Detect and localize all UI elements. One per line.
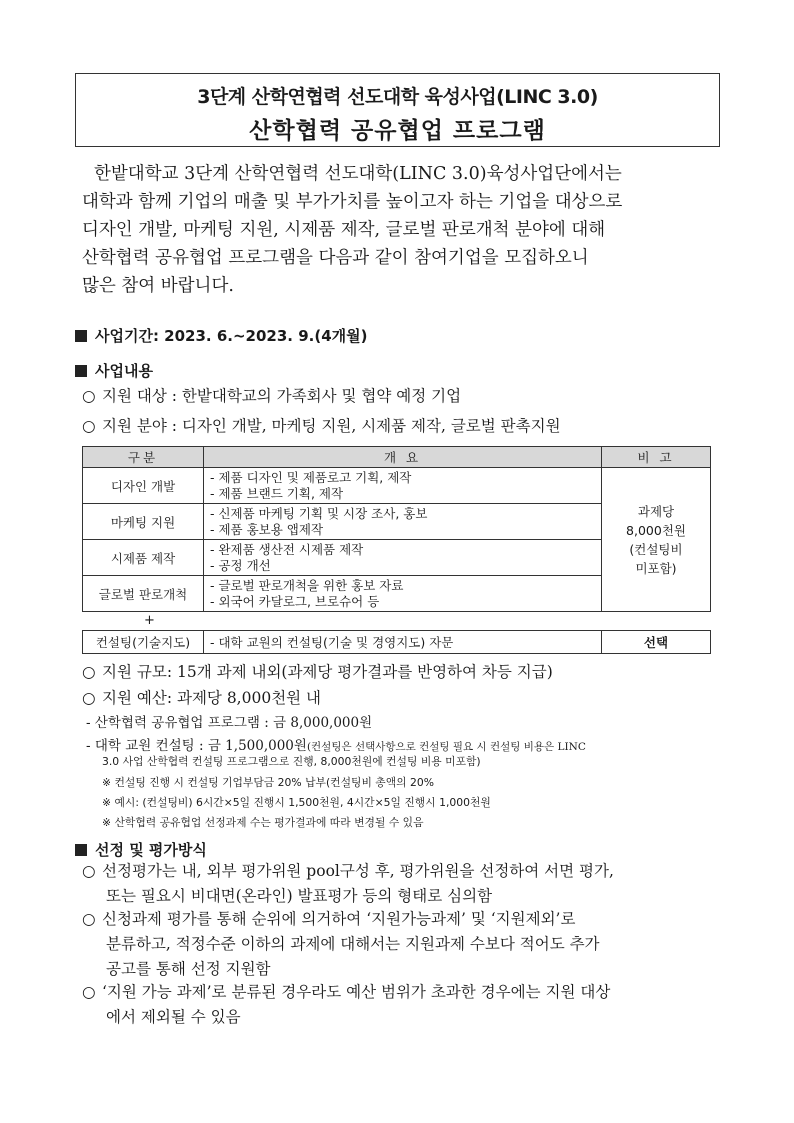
note-line: ※ 컨설팅 진행 시 컨설팅 기업부담금 20% 납부(컨설팅비 총액의 20% [102,776,435,789]
evaluation-item [82,859,722,909]
evaluation-text: 분류하고, 적정수준 이하의 과제에 대해서는 지원과제 수보다 적어도 추가 [106,935,600,953]
circle-bullet-icon: ○ [82,663,96,681]
table-header: 개 요 [204,447,602,468]
table-row [83,468,711,504]
square-bullet-icon [75,844,87,856]
square-bullet-icon [75,330,87,342]
note-line: (컨설팅비 [629,541,683,557]
program-table [82,446,711,612]
row-item: - 신제품 마케팅 기획 및 시장 조사, 홍보 [210,505,428,521]
row-category: 디자인 개발 [83,468,204,504]
title-line1: 3단계 산학연협력 선도대학 육성사업(LINC 3.0) [197,86,598,108]
support-target [82,384,461,406]
support-scale-text: 지원 규모: 15개 과제 내외(과제당 평가결과를 반영하여 차등 지급) [102,663,553,681]
note-line: 8,000천원 [626,522,686,538]
circle-bullet-icon: ○ [82,417,96,435]
consult-amount-cont: 3.0 사업 산학협력 컨설팅 프로그램으로 진행, 8,000천원에 컨설팅 비용 미포함) [102,755,481,768]
evaluation-text: 신청과제 평가를 통해 순위에 의거하여 ‘지원가능과제’ 및 ‘지원제외’로 [102,910,576,928]
evaluation-text: 또는 필요시 비대면(온라인) 발표평가 등의 형태로 심의함 [106,887,493,905]
support-budget-text: 지원 예산: 과제당 8,000천원 내 [102,689,322,707]
square-bullet-icon [75,365,87,377]
consult-description: - 대학 교원의 컨설팅(기술 및 경영지도) 자문 [204,631,602,654]
evaluation-item [82,907,722,982]
consult-amount-paren: (컨설팅은 선택사항으로 컨설팅 필요 시 컨설팅 비용은 LINC [306,741,586,753]
row-category: 마케팅 지원 [83,504,204,540]
consult-category: 컨설팅(기술지도) [83,631,204,654]
evaluation-text: 선정평가는 내, 외부 평가위원 pool구성 후, 평가위원을 선정하여 서면 평가, [102,862,614,880]
title-line2: 산학협력 공유협업 프로그램 [249,118,546,144]
row-item: - 공정 개선 [210,557,271,573]
program-amount: - 산학협력 공유협업 프로그램 : 금 8,000,000원 [86,715,373,731]
consult-amount [86,734,586,754]
section-evaluation [75,839,207,860]
note-line: ※ 예시: (컨설팅비) 6시간×5일 진행시 1,500천원, 4시간×5일 진행시 1,000천원 [102,796,491,809]
row-item: - 완제품 생산전 시제품 제작 [210,541,364,557]
note-line: ※ 산학협력 공유협업 선정과제 수는 평가결과에 따라 변경될 수 있음 [102,816,424,829]
circle-bullet-icon: ○ [82,910,96,928]
section-period [75,325,368,346]
note-line: 미포함) [635,560,677,576]
intro-line: 디자인 개발, 마케팅 지원, 시제품 제작, 글로벌 판로개척 분야에 대해 [82,220,606,240]
consult-amount-main: - 대학 교원 컨설팅 : 금 1,500,000원 [86,738,307,754]
row-description [204,540,602,576]
title-box [75,73,720,147]
note-line: 과제당 [637,503,675,519]
support-field [82,414,561,436]
row-description [204,504,602,540]
period-label: 사업기간: 2023. 6.~2023. 9.(4개월) [95,327,368,345]
plus-sign: + [144,613,155,628]
row-item: - 외국어 카달로그, 브로슈어 등 [210,593,380,609]
table-header: 비 고 [602,447,711,468]
consulting-table [82,630,711,654]
support-scale [82,660,553,682]
intro-line: 산학협력 공유협업 프로그램을 다음과 같이 참여기업을 모집하오니 [82,248,589,268]
row-description [204,576,602,612]
row-item: - 글로벌 판로개척을 위한 홍보 자료 [210,577,404,593]
intro-line: 대학과 함께 기업의 매출 및 부가가치를 높이고자 하는 기업을 대상으로 [82,192,623,212]
table-header: 구분 [83,447,204,468]
evaluation-text: 공고를 통해 선정 지원함 [106,960,271,978]
intro-line: 많은 참여 바랍니다. [82,276,234,296]
circle-bullet-icon: ○ [82,862,96,880]
content-label: 사업내용 [95,362,153,380]
section-content [75,360,153,381]
circle-bullet-icon: ○ [82,689,96,707]
evaluation-text: ‘지원 가능 과제’로 분류된 경우라도 예산 범위가 초과한 경우에는 지원 대상 [102,983,611,1001]
row-item: - 제품 디자인 및 제품로고 기획, 제작 [210,469,412,485]
circle-bullet-icon: ○ [82,983,96,1001]
evaluation-text: 에서 제외될 수 있음 [106,1008,241,1026]
evaluation-label: 선정 및 평가방식 [95,841,207,859]
circle-bullet-icon: ○ [82,387,96,405]
row-item: - 제품 홍보용 앱제작 [210,521,324,537]
support-budget [82,686,321,708]
row-category: 시제품 제작 [83,540,204,576]
support-target-text: 지원 대상 : 한밭대학교의 가족회사 및 협약 예정 기업 [102,387,462,405]
consult-note: 선택 [602,631,711,654]
row-category: 글로벌 판로개척 [83,576,204,612]
intro-paragraph [82,160,717,300]
table-row [83,631,711,654]
table-header-row [83,447,711,468]
support-field-text: 지원 분야 : 디자인 개발, 마케팅 지원, 시제품 제작, 글로벌 판촉지원 [102,417,561,435]
evaluation-item [82,980,722,1030]
row-item: - 제품 브랜드 기획, 제작 [210,485,344,501]
row-note [602,468,711,612]
row-description [204,468,602,504]
intro-line: 한밭대학교 3단계 산학연협력 선도대학(LINC 3.0)육성사업단에서는 [94,164,622,184]
